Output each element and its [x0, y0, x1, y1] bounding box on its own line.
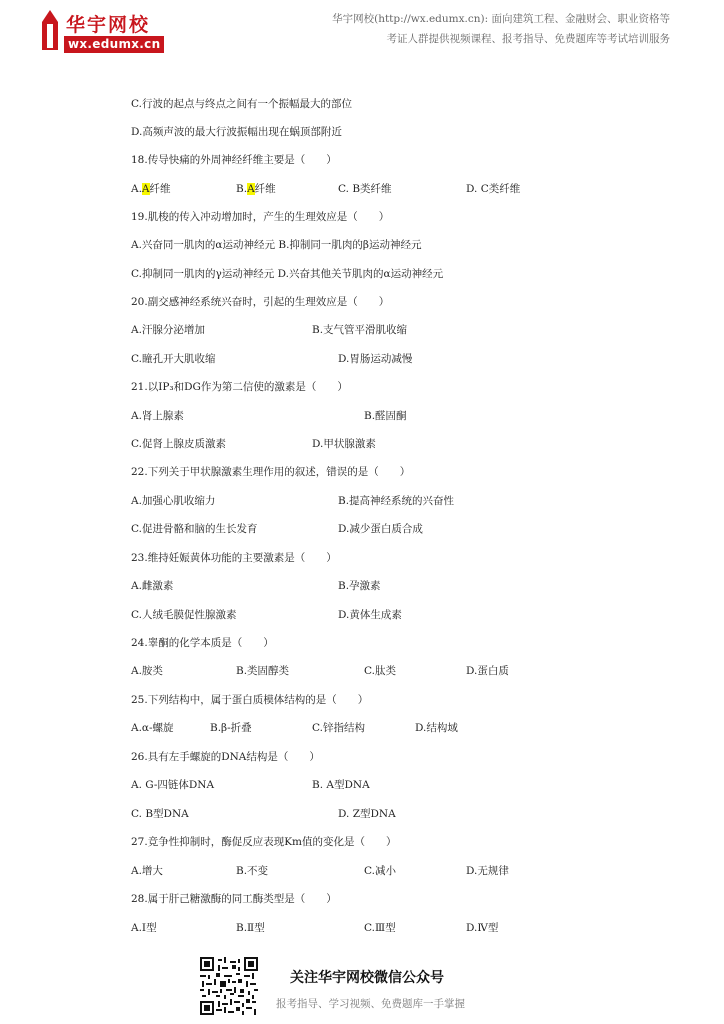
- option-c: C.人绒毛膜促性腺激素: [131, 609, 237, 621]
- option-a: A. G-四链体DNA: [131, 779, 215, 791]
- option-d: D.无规律: [466, 865, 509, 877]
- option-a: A.Ⅰ型: [131, 922, 157, 934]
- option-c: C.瞳孔开大肌收缩: [131, 353, 216, 365]
- question-26: 26.具有左手螺旋的DNA结构是（ ）: [131, 751, 320, 763]
- option-b: B.孕激素: [338, 580, 381, 592]
- option-b: B.醛固酮: [364, 410, 407, 422]
- question-27: 27.竞争性抑制时，酶促反应表现Km值的变化是（ ）: [131, 836, 397, 848]
- option-b: B.支气管平滑肌收缩: [312, 324, 408, 336]
- option-a: A.加强心肌收缩力: [131, 495, 216, 507]
- option-c: C.减小: [364, 865, 396, 877]
- question-19: 19.肌梭的传入冲动增加时，产生的生理效应是（ ）: [131, 211, 390, 223]
- highlighted-text: A: [247, 183, 255, 195]
- option-d: D.Ⅳ型: [466, 922, 499, 934]
- option-b: B. A型DNA: [312, 779, 370, 791]
- question-23: 23.维持妊娠黄体功能的主要激素是（ ）: [131, 552, 337, 564]
- question-20: 20.副交感神经系统兴奋时，引起的生理效应是（ ）: [131, 296, 390, 308]
- option-a: A.α-螺旋: [131, 722, 174, 734]
- option-d: D.甲状腺激素: [312, 438, 376, 450]
- option-a: A.雌激素: [131, 580, 174, 592]
- option-line: A.兴奋同一肌肉的α运动神经元 B.抑制同一肌肉的β运动神经元: [131, 239, 422, 251]
- option-a: A.A纤维: [131, 183, 171, 195]
- option-line: C.抑制同一肌肉的γ运动神经元 D.兴奋其他关节肌肉的α运动神经元: [131, 268, 444, 280]
- question-22: 22.下列关于甲状腺激素生理作用的叙述，错误的是（ ）: [131, 466, 411, 478]
- option-c: C.锌指结构: [312, 722, 365, 734]
- option-a: A.汗腺分泌增加: [131, 324, 205, 336]
- brand-url: wx.edumx.cn: [64, 36, 164, 53]
- option-b: B.A纤维: [236, 183, 276, 195]
- footer-title: 关注华宇网校微信公众号: [290, 970, 444, 986]
- text-line: D.高频声波的最大行波振幅出现在蜗顶部附近: [131, 126, 342, 138]
- wechat-qr-code-icon[interactable]: [200, 957, 258, 1015]
- text-line: C.行波的起点与终点之间有一个振幅最大的部位: [131, 98, 352, 110]
- option-b: B.不变: [236, 865, 269, 877]
- option-a: A.胺类: [131, 665, 163, 677]
- option-b: B.提高神经系统的兴奋性: [338, 495, 455, 507]
- option-c: C.肽类: [364, 665, 396, 677]
- option-d: D.减少蛋白质合成: [338, 523, 423, 535]
- question-21: 21.以IP₃和DG作为第二信使的激素是（ ）: [131, 381, 348, 393]
- option-d: D.蛋白质: [466, 665, 509, 677]
- option-c: C.促肾上腺皮质激素: [131, 438, 226, 450]
- question-18: 18.传导快痛的外周神经纤维主要是（ ）: [131, 154, 337, 166]
- option-a: A.增大: [131, 865, 163, 877]
- option-b: B.Ⅱ型: [236, 922, 265, 934]
- option-d: D.胃肠运动减慢: [338, 353, 413, 365]
- footer-subtitle: 报考指导、学习视频、免费题库一手掌握: [276, 998, 465, 1010]
- option-c: C.促进骨骼和脑的生长发育: [131, 523, 258, 535]
- question-28: 28.属于肝己糖激酶的同工酶类型是（ ）: [131, 893, 337, 905]
- option-d: D.黄体生成素: [338, 609, 402, 621]
- option-b: B.类固醇类: [236, 665, 290, 677]
- option-c: C.Ⅲ型: [364, 922, 396, 934]
- option-d: D. Z型DNA: [338, 808, 396, 820]
- option-d: D. C类纤维: [466, 183, 521, 195]
- option-d: D.结构域: [415, 722, 458, 734]
- brand-logo[interactable]: [38, 8, 170, 52]
- question-25: 25.下列结构中，属于蛋白质模体结构的是（ ）: [131, 694, 369, 706]
- question-24: 24.睾酮的化学本质是（ ）: [131, 637, 274, 649]
- highlighted-text: A: [141, 183, 150, 195]
- option-a: A.肾上腺素: [131, 410, 184, 422]
- header-tagline-2: 考证人群提供视频课程、报考指导、免费题库等考试培训服务: [386, 33, 670, 45]
- header-tagline-1: 华宇网校(http://wx.edumx.cn): 面向建筑工程、金融财会、职业资格等: [332, 13, 670, 25]
- option-b: B.β-折叠: [210, 722, 252, 734]
- pencil-logo-icon: [38, 10, 62, 50]
- brand-name: 华宇网校: [66, 14, 151, 36]
- option-c: C. B型DNA: [131, 808, 189, 820]
- option-c: C. B类纤维: [338, 183, 392, 195]
